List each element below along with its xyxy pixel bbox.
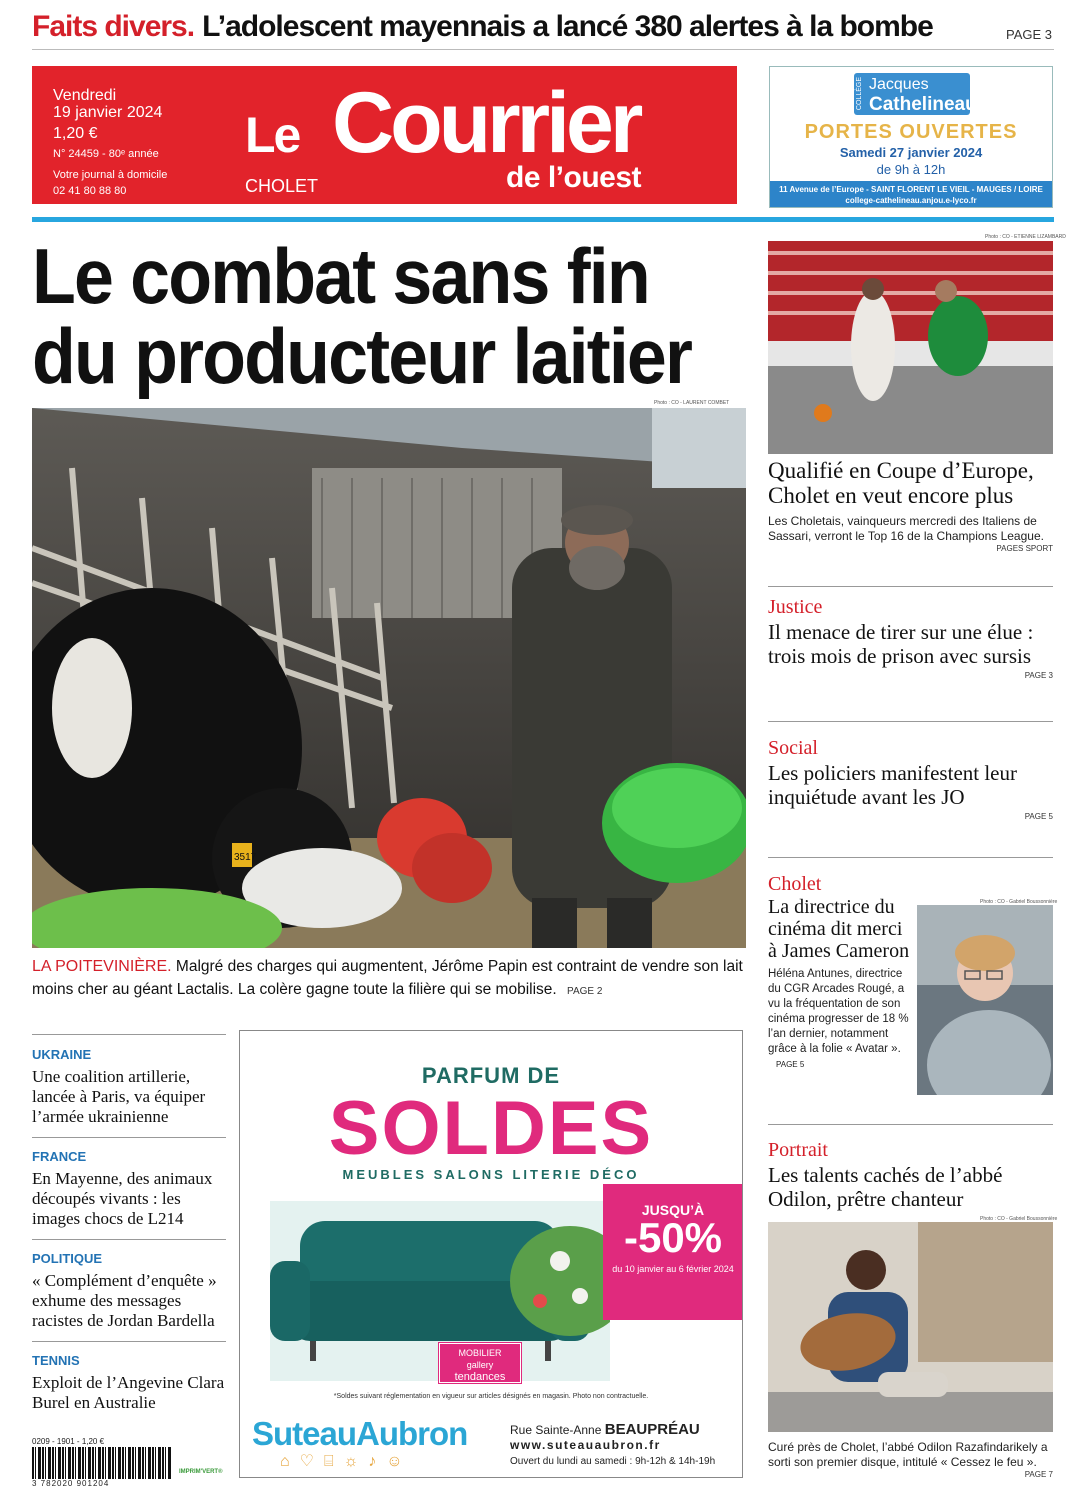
divider — [768, 857, 1053, 858]
photo-credit: Photo : CO - LAURENT COMBET — [654, 400, 730, 406]
divider — [32, 1341, 226, 1342]
top-advertisement[interactable] — [769, 66, 1053, 208]
story-justice[interactable] — [768, 596, 1053, 680]
ad-soldes: SOLDES — [328, 1086, 654, 1171]
cholet-photo[interactable] — [917, 905, 1053, 1095]
sport-photo-credit: Photo : CO - ETIENNE LIZAMBARD — [985, 234, 1066, 240]
portrait-page: PAGE 7 — [1024, 1470, 1053, 1479]
brief-france[interactable]: FRANCE En Mayenne, des animaux découpés vivants : les images chocs de L214 — [32, 1149, 213, 1228]
photo-caption — [32, 955, 748, 1003]
portrait-photo[interactable] — [768, 1222, 1053, 1432]
cholet-photo-credit: Photo : CO - Gabriel Boussonnière — [980, 899, 1058, 905]
teaser-headline[interactable]: L’adolescent mayennais a lancé 380 alertes à la bombe — [202, 10, 933, 43]
brief-tennis[interactable]: TENNIS Exploit de l’Angevine Clara Burel en Australie — [32, 1353, 225, 1412]
sales-advertisement[interactable]: PARFUM DE SOLDES MEUBLES SALONS LITERIE DÉCO JUSQU’À -50% du 10 janvier au 6 février 2024 MOBILIER gallery tendances *Soldes suivant réglementation en vigueur sur articles désignés en magasin. Photo non contractuelle. SuteauAubron ⌂♡⌸☼♪☺ Rue Sainte-Anne BEAUPRÉAU www.suteauaubron.fr Ouvert du lundi au samedi : 9h-12h & 14h-19h — [239, 1030, 743, 1478]
cholet-headline[interactable]: La directrice du cinéma dit merci à James Cameron — [768, 896, 910, 962]
divider — [32, 217, 1054, 222]
caption-text: Malgré des charges qui augmentent, Jérôme Papin est contraint de vendre son lait moins cher au géant Lactalis. La colère gagne toute la filière qui se mobilise. — [32, 958, 743, 998]
masthead-date: Vendredi 19 janvier 2024 — [53, 87, 163, 121]
masthead-price: 1,20 € — [53, 125, 98, 142]
portrait-photo-credit: Photo : CO - Gabriel Boussonnière — [980, 1216, 1058, 1222]
ad-address: 11 Avenue de l’Europe - SAINT FLORENT LE VIEIL - MAUGES / LOIRE college-cathelineau.anjou.e-lyco.fr — [770, 181, 1052, 207]
social-page: PAGE 5 — [1024, 812, 1053, 821]
logo-courrier: Courrier — [332, 75, 640, 171]
school-logo: COLLÈGE Jacques Cathelineau — [854, 73, 970, 115]
brief-ukraine[interactable]: UKRAINE Une coalition artillerie, lancée à Paris, va équiper l’armée ukrainienne — [32, 1047, 206, 1126]
top-teaser[interactable] — [32, 10, 1054, 50]
promo-badge: JUSQU’À -50% du 10 janvier au 6 février 2024 — [603, 1184, 743, 1320]
justice-page: PAGE 3 — [1024, 671, 1053, 680]
caption-place: LA POITEVINIÈRE. — [32, 958, 172, 975]
cholet-body: Héléna Antunes, directrice du CGR Arcades Rougé, a vu la fréquentation de son cinéma progresser de 18 % l’an dernier, notamment grâce à la folie « Avatar ». PAGE 5 — [768, 968, 909, 1069]
teaser-category: Faits divers. — [32, 10, 195, 43]
masthead-issue: N° 24459 - 80ᵉ année — [53, 148, 159, 160]
basketball-image — [768, 241, 1053, 454]
ad-opening-hours: Ouvert du lundi au samedi : 9h-12h & 14h-19h — [510, 1456, 716, 1467]
divider — [32, 1034, 226, 1035]
ad-street: Rue Sainte-Anne BEAUPRÉAU — [510, 1421, 700, 1438]
barcode-bars — [32, 1447, 172, 1479]
priest-guitar-image — [768, 1222, 1053, 1432]
logo-le: Le — [245, 107, 300, 163]
story-portrait[interactable] — [768, 1139, 1053, 1211]
brand-logo: SuteauAubron — [252, 1415, 468, 1452]
logo-ouest: de l’ouest — [506, 161, 642, 194]
masthead — [32, 66, 737, 204]
brief-politique[interactable]: POLITIQUE « Complément d’enquête » exhume des messages racistes de Jordan Bardella — [32, 1251, 217, 1330]
sport-photo[interactable] — [768, 241, 1053, 454]
social-headline[interactable]: Les policiers manifestent leur inquiétude avant les JO — [768, 761, 1017, 809]
caption-page: PAGE 2 — [567, 986, 603, 997]
portrait-woman-image — [917, 905, 1053, 1095]
ad-date: Samedi 27 janvier 2024 — [839, 145, 983, 160]
masthead-home-delivery: Votre journal à domicile 02 41 80 88 80 — [53, 169, 168, 197]
story-social[interactable] — [768, 737, 1053, 821]
justice-headline[interactable]: Il menace de tirer sur une élue : trois mois de prison avec sursis — [768, 620, 1034, 668]
teaser-page: PAGE 3 — [1005, 27, 1052, 42]
ad-hours: de 9h à 12h — [876, 162, 946, 177]
barn-farmer-image — [32, 408, 746, 948]
divider — [768, 721, 1053, 722]
divider — [32, 1137, 226, 1138]
portrait-category: Portrait — [768, 1139, 828, 1161]
divider — [768, 1124, 1053, 1125]
divider — [768, 586, 1053, 587]
story-sport[interactable] — [768, 458, 1053, 553]
sport-body: Les Choletais, vainqueurs mercredi des Italiens de Sassari, verront le Top 16 de la Champions League. — [768, 514, 1044, 543]
main-photo[interactable] — [32, 408, 746, 948]
cholet-category: Cholet — [768, 873, 822, 895]
portrait-body: Curé près de Cholet, l’abbé Odilon Razafindarikely a sorti son premier disque, intitulé « Cessez le feu ». — [768, 1440, 1048, 1469]
justice-category: Justice — [768, 596, 823, 618]
imprim-vert-logo: IMPRIM'VERT® — [179, 1469, 223, 1475]
ear-tag: 3517 — [234, 852, 257, 863]
edition-name: CHOLET — [245, 176, 319, 196]
ad-website[interactable]: www.suteauaubron.fr — [510, 1438, 661, 1452]
sport-headline[interactable]: Qualifié en Coupe d’Europe, Cholet en veut encore plus — [768, 458, 1034, 508]
main-headline[interactable]: Le combat sans fin du producteur laitier — [32, 232, 692, 400]
mobilier-logo: MOBILIER gallery tendances — [439, 1343, 521, 1383]
portrait-body-block — [768, 1440, 1053, 1479]
divider — [32, 1239, 226, 1240]
ad-event: PORTES OUVERTES — [804, 121, 1018, 143]
portrait-headline[interactable]: Les talents cachés de l’abbé Odilon, prêtre chanteur — [768, 1163, 1003, 1211]
social-category: Social — [768, 737, 818, 759]
sport-page: PAGES SPORT — [996, 544, 1053, 553]
brand-icons: ⌂♡⌸☼♪☺ — [280, 1453, 413, 1470]
barcode: 0209 - 1901 - 1,20 € 3 782020 901204 IMPRIM'VERT® — [32, 1437, 223, 1488]
story-cholet[interactable] — [768, 873, 913, 1072]
